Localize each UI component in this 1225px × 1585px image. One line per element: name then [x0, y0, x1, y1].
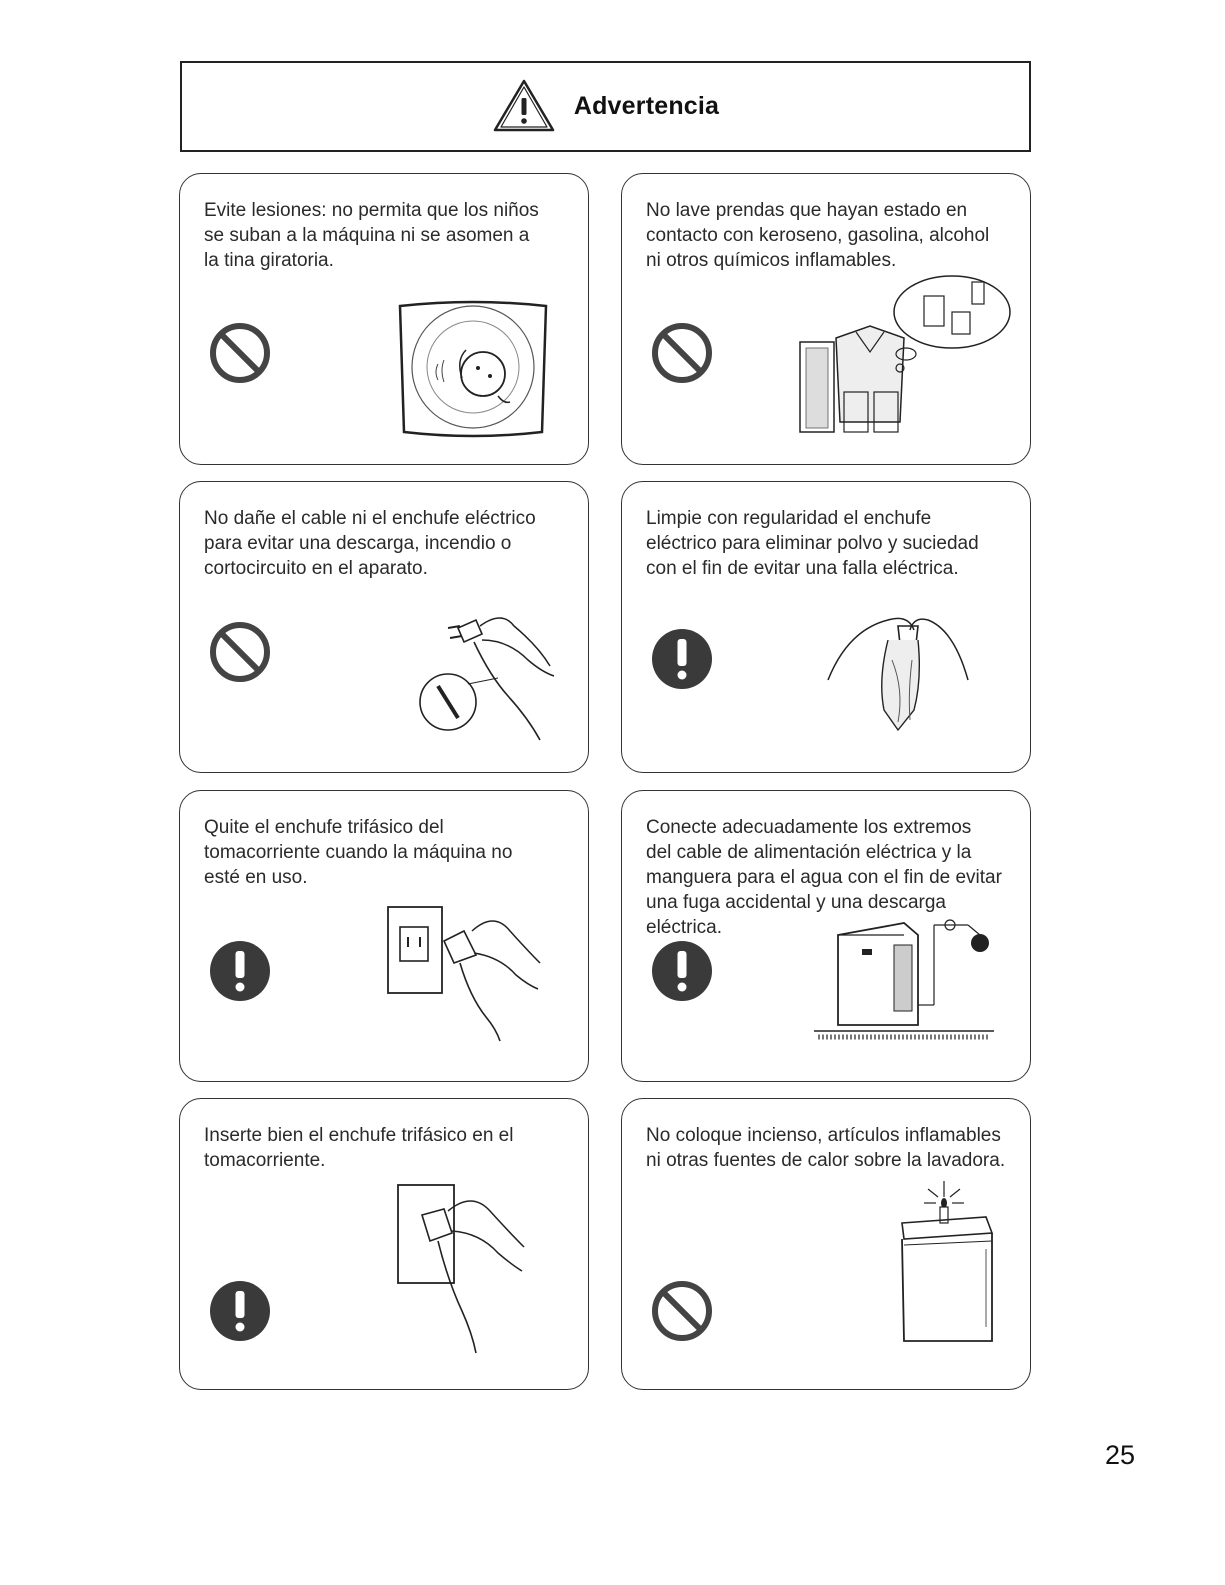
warning-card-flammables [621, 173, 1031, 465]
clothes-chemicals-icon [796, 272, 1016, 442]
warning-card-unplug [179, 790, 589, 1082]
card-text: Conecte adecuadamente los extremos del cable de alimentación eléctrica y la manguera para el agua con el fin de evitar una fuga accidental y una descarga eléctrica. [646, 817, 1002, 938]
page-number: 25 [1105, 1440, 1136, 1470]
header-title: Advertencia [573, 92, 720, 120]
prohibition-icon [650, 321, 714, 385]
washer-candle-icon [892, 1179, 1002, 1349]
card-text: Evite lesiones: no permita que los niños se suban a la máquina ni se asomen a la tina giratoria. [204, 200, 539, 271]
warning-card-children [179, 173, 589, 465]
card-text: Quite el enchufe trifásico del tomacorriente cuando la máquina no esté en uso. [204, 817, 513, 888]
card-text: Limpie con regularidad el enchufe eléctrico para eliminar polvo y suciedad con el fin de evitar una falla eléctrica. [646, 508, 979, 579]
warning-card-cable [179, 481, 589, 773]
washer-tub-child-icon [392, 300, 554, 438]
mandatory-icon [650, 627, 714, 691]
prohibition-icon [208, 321, 272, 385]
insert-plug-icon [392, 1181, 560, 1357]
grounded-washer-icon [808, 915, 998, 1047]
warning-triangle-icon [492, 78, 556, 134]
warning-card-heat-sources [621, 1098, 1031, 1390]
unplug-outlet-icon [384, 901, 554, 1043]
mandatory-icon [208, 939, 272, 1003]
cleaning-plug-icon [818, 600, 994, 742]
warning-header [180, 61, 1031, 152]
card-text: No coloque incienso, artículos inflamables ni otras fuentes de calor sobre la lavadora. [646, 1125, 1006, 1171]
damaged-cable-icon [418, 606, 578, 742]
card-text: No dañe el cable ni el enchufe eléctrico para evitar una descarga, incendio o cortocircuito en el aparato. [204, 508, 536, 579]
warning-card-insert-plug [179, 1098, 589, 1390]
card-text: No lave prendas que hayan estado en contacto con keroseno, gasolina, alcohol ni otros químicos inflamables. [646, 200, 990, 271]
prohibition-icon [208, 620, 272, 684]
warning-card-grounding [621, 790, 1031, 1082]
warning-card-clean-plug [621, 481, 1031, 773]
mandatory-icon [208, 1279, 272, 1343]
prohibition-icon [650, 1279, 714, 1343]
mandatory-icon [650, 939, 714, 1003]
card-text: Inserte bien el enchufe trifásico en el tomacorriente. [204, 1125, 514, 1171]
